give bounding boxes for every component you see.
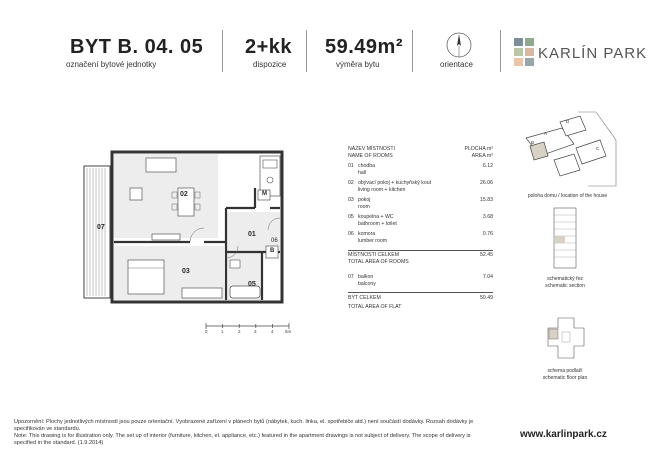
compass-icon <box>444 30 474 60</box>
section-caption-cz: schematický řez <box>547 276 583 282</box>
room-num: 05 <box>348 214 354 220</box>
sofa <box>146 158 176 172</box>
scale-bar <box>205 323 290 337</box>
layout-caption: dispozice <box>253 60 287 69</box>
room-name-cz: obývací pokoj + kuchyňský kout <box>358 180 432 186</box>
disclaimer-en: Note: This drawing is for illustration only. The set up of interior (furniture, kitchen, el. appliance, etc.) featured in the apartment drawings is not subject of delivery. The scope of delivery is specified in the standard. (1.9.2014) <box>14 433 471 446</box>
apartment-title: BYT B. 04. 05 <box>70 36 204 58</box>
room-label-m: M <box>262 191 267 197</box>
flat-total-area: 59.49 <box>480 295 493 301</box>
room-area: 3.68 <box>482 214 493 220</box>
site-key-a: A <box>544 131 548 136</box>
brand-name: KARLÍN PARK <box>538 45 648 62</box>
divider <box>222 30 223 72</box>
room-num: 01 <box>348 163 354 169</box>
table-divider <box>348 292 493 293</box>
scale-tick: 1 <box>221 329 224 334</box>
location-caption: poloha domu / location of the house <box>527 193 608 199</box>
divider <box>412 30 413 72</box>
room-label-05: 05 <box>248 281 256 288</box>
site-key-d: D <box>566 119 570 124</box>
room-name-en: room <box>358 204 370 210</box>
room-area: 6.12 <box>482 163 493 169</box>
room-name-cz: koupelna + WC <box>358 214 394 220</box>
balcony-outline <box>84 166 110 298</box>
scale-tick: 4 <box>271 329 274 334</box>
room-label-07: 07 <box>97 224 105 231</box>
schematic-section-diagram <box>552 206 578 270</box>
layout-title: 2+kk <box>245 36 293 58</box>
scale-tick: 5m <box>285 329 292 334</box>
scale-line <box>205 323 290 329</box>
room-name-en: hall <box>358 170 367 176</box>
scale-tick: 0 <box>205 329 208 334</box>
room-name-en: balcony <box>358 281 376 287</box>
flat-total-label: BYT CELKEM <box>348 295 381 301</box>
room-area: 26.06 <box>480 180 493 186</box>
room-name-en: living room + kitchen <box>358 187 406 193</box>
room-label-b: B <box>270 248 275 254</box>
room-area: 7.04 <box>482 274 493 280</box>
website-link[interactable]: www.karlinpark.cz <box>520 429 607 440</box>
col-area-cz: PLOCHA m² <box>464 146 493 152</box>
balcony-railing <box>87 168 105 296</box>
room-name-cz: komora <box>358 231 376 237</box>
rooms-total-area: 52.45 <box>480 252 493 258</box>
tv-unit <box>152 234 180 240</box>
divider <box>500 30 501 72</box>
floor-caption-cz: schema podlaží <box>547 368 583 374</box>
apartment-caption: označení bytové jednotky <box>66 60 157 69</box>
room-label-03: 03 <box>182 268 190 275</box>
room-name-cz: chodba <box>358 163 376 169</box>
area-caption: výměra bytu <box>336 60 380 69</box>
floor-caption-en: schematic floor plan <box>542 375 588 381</box>
room-name-cz: pokoj <box>358 197 371 203</box>
divider <box>306 30 307 72</box>
room-area: 0.76 <box>482 231 493 237</box>
site-key-b: B <box>531 140 535 145</box>
scale-tick: 3 <box>254 329 257 334</box>
col-name-en: NAME OF ROOMS <box>348 153 393 159</box>
room-label-06: 06 <box>271 238 278 244</box>
room-num: 02 <box>348 180 354 186</box>
room-name-cz: balkon <box>358 274 374 280</box>
wardrobe <box>182 288 222 298</box>
karlin-park-logo <box>512 36 652 72</box>
schematic-floor-diagram <box>546 316 586 360</box>
room-label-02: 02 <box>180 191 188 198</box>
room-name-en: bathroom + toilet <box>358 221 397 227</box>
scale-tick: 2 <box>238 329 241 334</box>
flat-total-label-en: TOTAL AREA OF FLAT <box>348 304 402 310</box>
section-caption-en: schematic section <box>545 283 585 289</box>
rooms-total-label: MÍSTNOSTI CELKEM <box>348 252 400 258</box>
table-divider <box>348 250 493 251</box>
room-label-01: 01 <box>248 231 256 238</box>
area-title: 59.49m² <box>325 36 403 58</box>
room-num: 07 <box>348 274 354 280</box>
room-num: 06 <box>348 231 354 237</box>
room-name-en: lumber room <box>358 238 388 244</box>
room-area: 15.83 <box>480 197 493 203</box>
site-key-c: C <box>596 146 600 151</box>
toilet <box>230 260 240 268</box>
room-num: 03 <box>348 197 354 203</box>
col-area-en: AREA m² <box>471 153 493 159</box>
rooms-total-label-en: TOTAL AREA OF ROOMS <box>348 259 409 265</box>
bed <box>128 260 164 294</box>
col-name-cz: NÁZEV MÍSTNOSTI <box>348 146 395 152</box>
rooms-table <box>348 146 493 316</box>
disclaimer-cz: Upozornění: Plochy jednotlivých místností jsou pouze orientační. Vyobrazené zařízení v plánech bytů (nábytek, kuch. linka, el. spotřebiče atd.) není součástí dodávky. Rozsah dodávky je specifikován ve standardu. <box>14 419 474 432</box>
orientation-caption: orientace <box>440 60 473 69</box>
